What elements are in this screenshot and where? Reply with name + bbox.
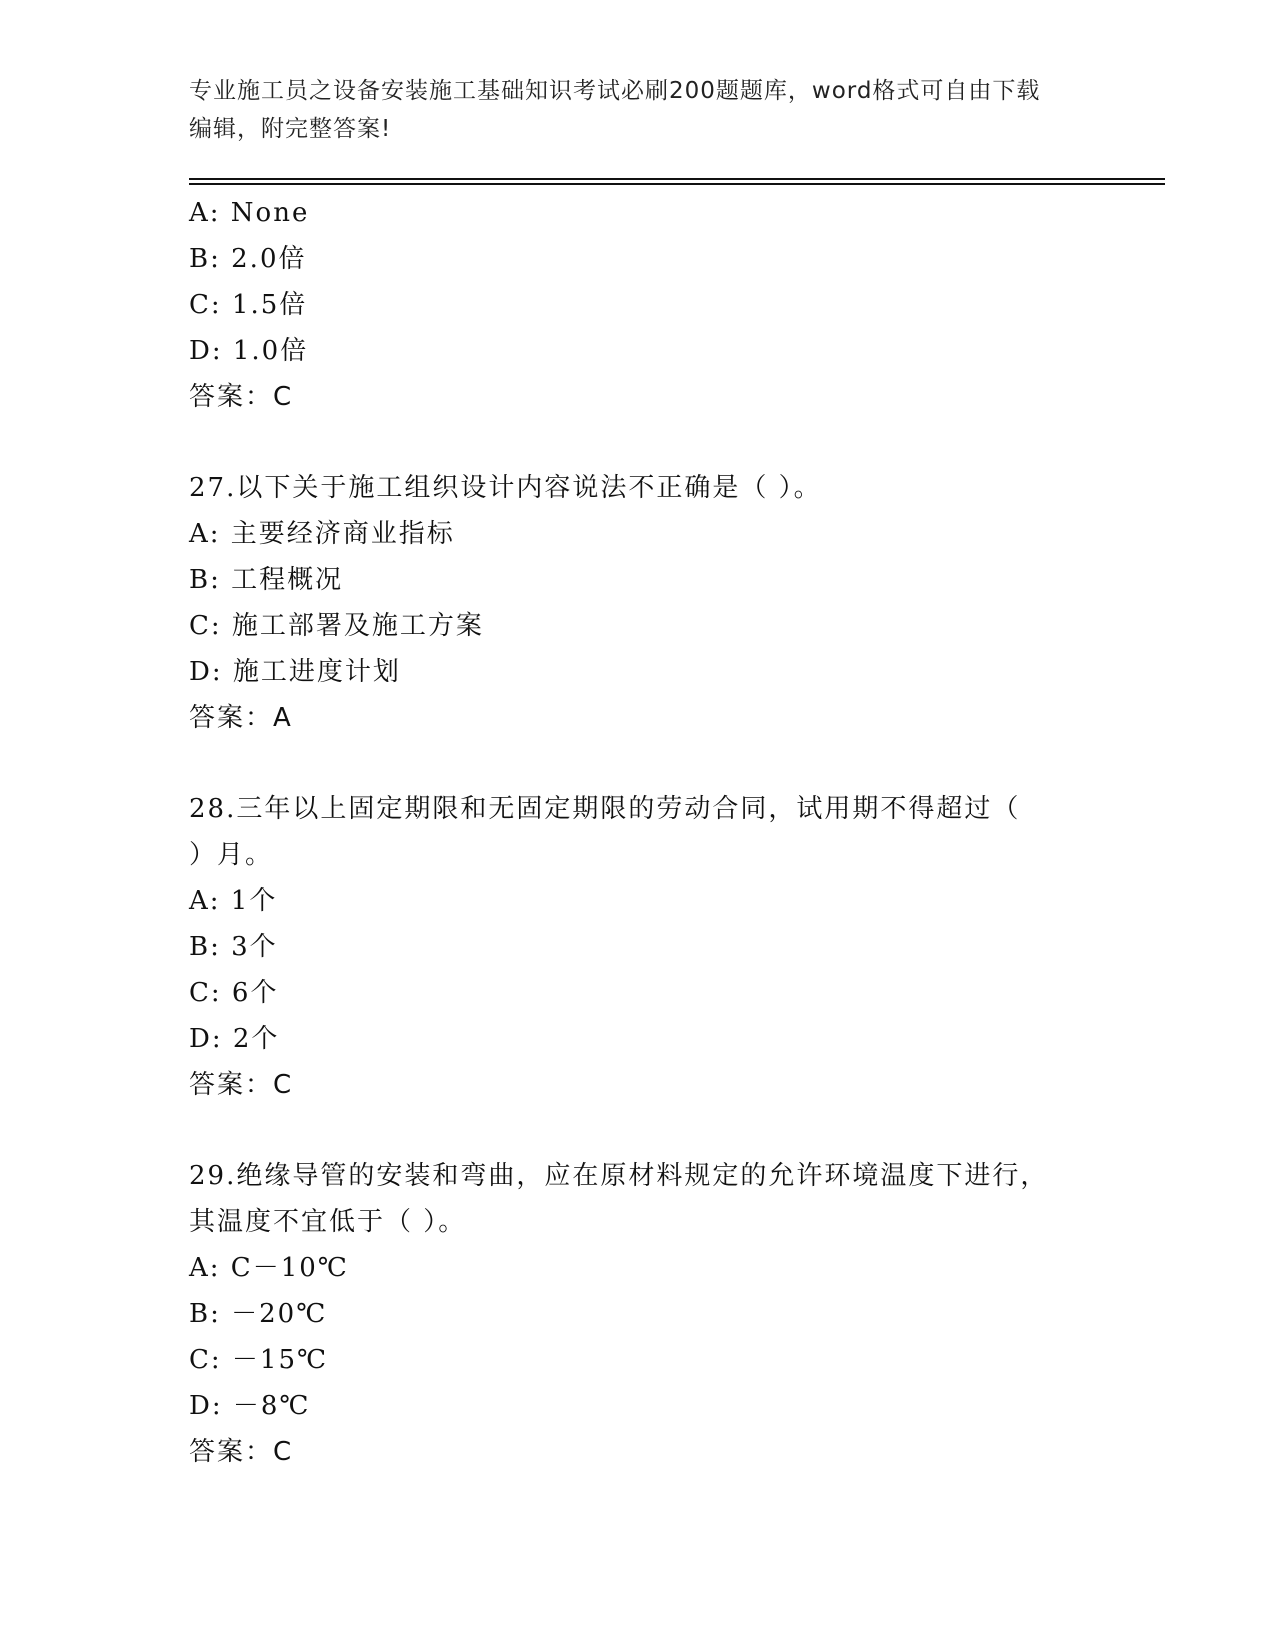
question-text-line-1: 28.三年以上固定期限和无固定期限的劳动合同，试用期不得超过（ bbox=[189, 794, 1021, 824]
option-a: A: C－10℃ bbox=[189, 1253, 349, 1283]
option-a: A: 1个 bbox=[189, 886, 278, 916]
question-text: 27.以下关于施工组织设计内容说法不正确是（ ）。 bbox=[189, 473, 822, 503]
option-d: D: 1.0倍 bbox=[189, 336, 309, 366]
question-text-line-1: 29.绝缘导管的安装和弯曲，应在原材料规定的允许环境温度下进行， bbox=[189, 1161, 1049, 1191]
spacer bbox=[189, 1108, 1089, 1153]
question-text-line-2: 其温度不宜低于（ ）。 bbox=[189, 1207, 467, 1237]
option-c: C: 1.5倍 bbox=[189, 290, 308, 320]
option-d: D: －8℃ bbox=[189, 1391, 311, 1421]
spacer bbox=[189, 741, 1089, 786]
option-b: B: 2.0倍 bbox=[189, 244, 307, 274]
header-rule-top bbox=[189, 178, 1165, 180]
header-line-2: 编辑，附完整答案! bbox=[189, 116, 392, 142]
spacer bbox=[189, 420, 1089, 465]
option-a: A: 主要经济商业指标 bbox=[189, 519, 455, 549]
header-line-1: 专业施工员之设备安装施工基础知识考试必刷200题题库，word格式可自由下载 bbox=[189, 78, 1041, 104]
answer: 答案：C bbox=[189, 1437, 294, 1467]
option-b: B: 工程概况 bbox=[189, 565, 344, 595]
option-d: D: 2个 bbox=[189, 1024, 280, 1054]
question-list bbox=[189, 190, 1089, 1475]
question-text-line-2: ）月。 bbox=[189, 840, 274, 870]
option-c: C: 6个 bbox=[189, 978, 279, 1008]
question-29 bbox=[189, 1153, 1089, 1475]
question-26 bbox=[189, 190, 1089, 420]
option-b: B: 3个 bbox=[189, 932, 278, 962]
document-header bbox=[189, 72, 1089, 148]
answer: 答案：C bbox=[189, 1070, 294, 1100]
header-rule-bottom bbox=[189, 183, 1165, 185]
answer: 答案：A bbox=[189, 703, 293, 733]
option-a: A: None bbox=[189, 198, 310, 228]
answer: 答案：C bbox=[189, 382, 294, 412]
option-c: C: 施工部署及施工方案 bbox=[189, 611, 484, 641]
question-28 bbox=[189, 786, 1089, 1108]
option-b: B: －20℃ bbox=[189, 1299, 328, 1329]
question-27 bbox=[189, 465, 1089, 741]
option-c: C: －15℃ bbox=[189, 1345, 329, 1375]
option-d: D: 施工进度计划 bbox=[189, 657, 401, 687]
